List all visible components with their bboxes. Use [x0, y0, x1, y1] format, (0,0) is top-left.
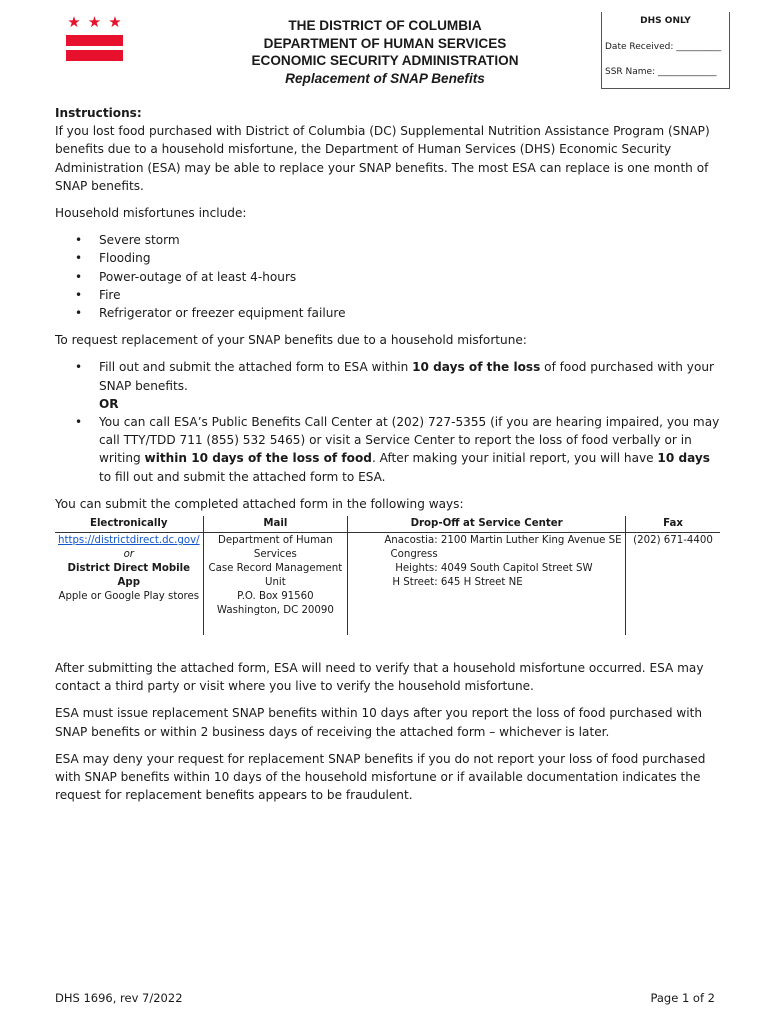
bullet-icon: • — [75, 287, 83, 302]
dropoff-cell: Anacostia: 2100 Martin Luther King Avenue SE Congress Heights: 4049 South Capitol Street SW H Street: 645 H Street NE — [348, 533, 626, 620]
dc-flag-logo — [66, 14, 123, 64]
misfortunes-intro: Household misfortunes include: — [55, 206, 247, 221]
electronic-cell: https://districtdirect.dc.gov/ or District Direct Mobile App Apple or Google Play stores — [55, 533, 203, 620]
table-header: Drop-Off at Service Center — [348, 516, 626, 533]
table-header: Electronically — [55, 516, 203, 533]
list-item: • Severe storm — [55, 231, 720, 249]
instructions-heading: Instructions: — [55, 106, 142, 120]
request-intro: To request replacement of your SNAP benefits due to a household misfortune: — [55, 333, 527, 348]
date-received-field: Date Received: __________ — [605, 42, 722, 52]
intro-paragraph: If you lost food purchased with District of Columbia (DC) Supplemental Nutrition Assistance Program (SNAP) benefits due to a household misfortune, the Department of Human Services (DHS) Economic Security Administration (ESA) may be able to replace your SNAP benefits. The most ESA can replace is one month of SNAP benefits. — [55, 124, 710, 193]
document-body — [55, 104, 720, 804]
table-header: Fax — [626, 516, 720, 533]
document-subtitle: Replacement of SNAP Benefits — [285, 70, 485, 86]
bullet-icon: • — [75, 306, 83, 321]
page-number: Page 1 of 2 — [650, 991, 715, 1005]
bullet-icon: • — [75, 360, 83, 375]
list-item: • Fill out and submit the attached form to ESA within 10 days of the loss of food purchased with your SNAP benefits. OR — [75, 360, 714, 411]
fax-cell: (202) 671-4400 — [633, 535, 713, 547]
star-icon: ★ — [87, 13, 102, 31]
dhs-only-box — [601, 12, 730, 89]
or-separator: OR — [99, 396, 119, 411]
list-item: • Fire — [55, 286, 720, 304]
bullet-icon: • — [75, 415, 83, 430]
bullet-icon: • — [75, 251, 83, 266]
form-id: DHS 1696, rev 7/2022 — [55, 991, 183, 1005]
header-line-3: ECONOMIC SECURITY ADMINISTRATION — [251, 53, 519, 68]
submit-intro: You can submit the completed attached form in the following ways: — [55, 496, 464, 511]
list-item: • Flooding — [55, 249, 720, 267]
table-header: Mail — [203, 516, 348, 533]
submission-methods-table — [55, 516, 720, 635]
header-line-2: DEPARTMENT OF HUMAN SERVICES — [263, 35, 507, 51]
star-icon: ★ — [108, 13, 122, 31]
district-direct-link[interactable]: https://districtdirect.dc.gov/ — [58, 535, 200, 547]
misfortunes-list — [55, 231, 720, 322]
flag-bar — [66, 50, 123, 61]
document-header — [230, 17, 540, 87]
bullet-icon: • — [75, 233, 83, 248]
request-steps — [55, 358, 720, 485]
bullet-icon: • — [75, 269, 83, 284]
star-icon: ★ — [67, 13, 81, 31]
flag-bar — [66, 35, 123, 46]
dhs-only-title: DHS ONLY — [640, 16, 691, 26]
list-item: • Refrigerator or freezer equipment failure — [55, 304, 720, 322]
list-item: • Power-outage of at least 4-hours — [55, 268, 720, 286]
deny-paragraph: ESA may deny your request for replacement SNAP benefits if you do not report your loss of food purchased with SNAP benefits within 10 days of the household misfortune or if available documentation indicates the request for replacement benefits appears to be fraudulent. — [55, 751, 706, 803]
header-line-1: THE DISTRICT OF COLUMBIA — [288, 18, 482, 33]
list-item: • You can call ESA’s Public Benefits Call Center at (202) 727-5355 (if you are hearing impaired, you may call TTY/TDD 711 (855) 532 5465) or visit a Service Center to report the loss of food verbally or in writing within 10 days of the loss of food. After making your initial report, you will have 10 days to fill out and submit the attached form to ESA. — [75, 415, 720, 484]
ssr-name-field: SSR Name: _____________ — [605, 67, 717, 77]
verification-paragraph: After submitting the attached form, ESA will need to verify that a household misfortune occurred. ESA may contact a third party or visit where you live to verify the household misfortune. — [55, 661, 704, 694]
mail-cell: Department of Human Services Case Record Management Unit P.O. Box 91560 Washington, DC 20090 — [203, 533, 348, 620]
issue-paragraph: ESA must issue replacement SNAP benefits within 10 days after you report the loss of food purchased with SNAP benefits or within 2 business days of receiving the attached form – whichever is later. — [55, 706, 703, 739]
